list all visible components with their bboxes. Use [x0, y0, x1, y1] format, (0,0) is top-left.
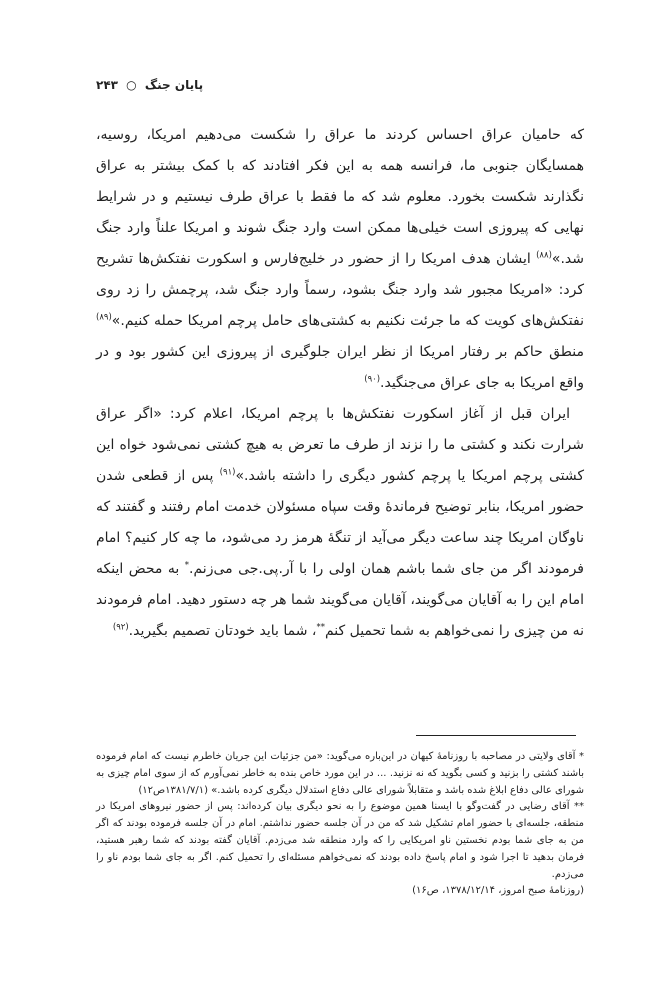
paragraph-2-part-c: به محض اینکه امام این را به آقایان می‌گویند، آقایان می‌گویند شما هر چه دستور دهید. امام فرمودند نه من چیزی را نمی‌خواهم به شما تحمیل کنم: [96, 561, 584, 639]
citation-91: (۹۱): [219, 467, 236, 478]
footnotes: [96, 749, 584, 900]
paragraph-1-part-c: منطق حاکم بر رفتار امریکا از نظر ایران جلوگیری از پیروزی این کشور بود و در واقع امریکا به جای عراق می‌جنگید.: [96, 344, 584, 391]
citation-92: (۹۲): [112, 622, 129, 633]
paragraph-1-part-a: که حامیان عراق احساس کردند ما عراق را شکست می‌دهیم امریکا، روسیه، همسایگان جنوبی ما، فرانسه همه به این فکر افتادند که با کمک بیشتر به عراق نگذارند شکست بخورد. معلوم شد که ما فقط با عراق طرف نیستیم و در شرایط نهایی که پیروزی است خیلی‌ها ممکن است وارد جنگ شوند و امریکا علناً وارد جنگ شد.»: [96, 127, 584, 267]
paragraph-2-part-a: ایران قبل از آغاز اسکورت نفتکش‌ها با پرچم امریکا، اعلام کرد: «اگر عراق شرارت نکند و کشتی ما را نزند از طرف ما تعرض به هیچ کشتی نمی‌شود خواه این کشتی پرچم امریکا یا پرچم کشور دیگری را داشته باشد.»: [96, 406, 585, 484]
footnote-marker-2: **: [316, 622, 325, 633]
paragraph-2-part-d: ، شما باید خودتان تصمیم بگیرید.: [128, 623, 317, 639]
citation-88: (۸۸): [536, 250, 552, 261]
footnote-2: ** آقای رضایی در گفت‌وگو با ایسنا همین موضوع را به نحو دیگری بیان کرده‌اند: پس از حضور نیروهای امریکا در منطقه، جلسه‌ای با حضور امام تشکیل شد که من در آن جلسه حضور نداشتم. امام در آن جلسه فرموده بودند که اگر من به جای شما بودم نخستین ناو امریکایی را که وارد منطقه شد می‌زدم. آقایان گفته بودند که شما رهبر هستید، فرمان بدهید تا اجرا شود و امام پاسخ داده بودند که نمی‌خواهم مسئله‌ای را تحمیل کنم. اگر به جای شما بودم ناو را می‌زدم.: [96, 801, 584, 880]
footnote-2-source: (روزنامهٔ صبح امروز، ۱۳۷۸/۱۲/۱۴، ص۱۶): [412, 885, 584, 897]
footnote-1: * آقای ولایتی در مصاحبه با روزنامهٔ کیهان در این‌باره می‌گوید: «من جزئیات این جریان خاطرم نیست که امام فرموده باشند کشتی را بزنید و کسی بگوید که نه نزنید. ... در این مورد خاص بنده به خاطر نمی‌آورم که از سوی امام چیزی به شورای عالی دفاع ابلاغ شده باشد و متقابلاً شورای عالی دفاع استدلال دیگری کرده باشد.» (۱۳۸۱/۷/۱ص۱۲): [96, 751, 584, 796]
paragraph-1-part-b: ایشان هدف امریکا را از حضور در خلیج‌فارس و اسکورت نفتکش‌ها تشریح کرد: «امریکا مجبور شد وارد جنگ بشود، رسماً وارد جنگ شد، پرچمش را زد روی نفتکش‌های کویت که ما جرئت نکنیم به کشتی‌های حامل پرچم امریکا حمله کنیم.»: [96, 251, 584, 329]
footnote-divider: [416, 735, 576, 736]
running-header: [96, 78, 203, 92]
running-header-title: پایان جنگ: [144, 78, 204, 92]
footnote-marker-1: *: [184, 560, 190, 571]
header-separator-icon: ○: [126, 78, 137, 92]
citation-89: (۸۹): [96, 312, 112, 323]
paragraph-1: [96, 120, 584, 399]
citation-90: (۹۰): [364, 374, 381, 385]
page-number: ۲۴۳: [96, 78, 118, 92]
paragraph-2-part-b: پس از قطعی شدن حضور امریکا، بنابر توضیح فرماندهٔ وقت سپاه مسئولان خدمت امام رفتند و گفتند که ناوگان امریکا چند ساعت دیگر می‌آید از تنگهٔ هرمز رد می‌شود، ما چه کار کنیم؟ امام فرمودند اگر من جای شما باشم همان اولی را با آر.پی.جی می‌زنم.: [96, 468, 584, 577]
main-text: [96, 120, 584, 647]
paragraph-2: [96, 399, 584, 647]
